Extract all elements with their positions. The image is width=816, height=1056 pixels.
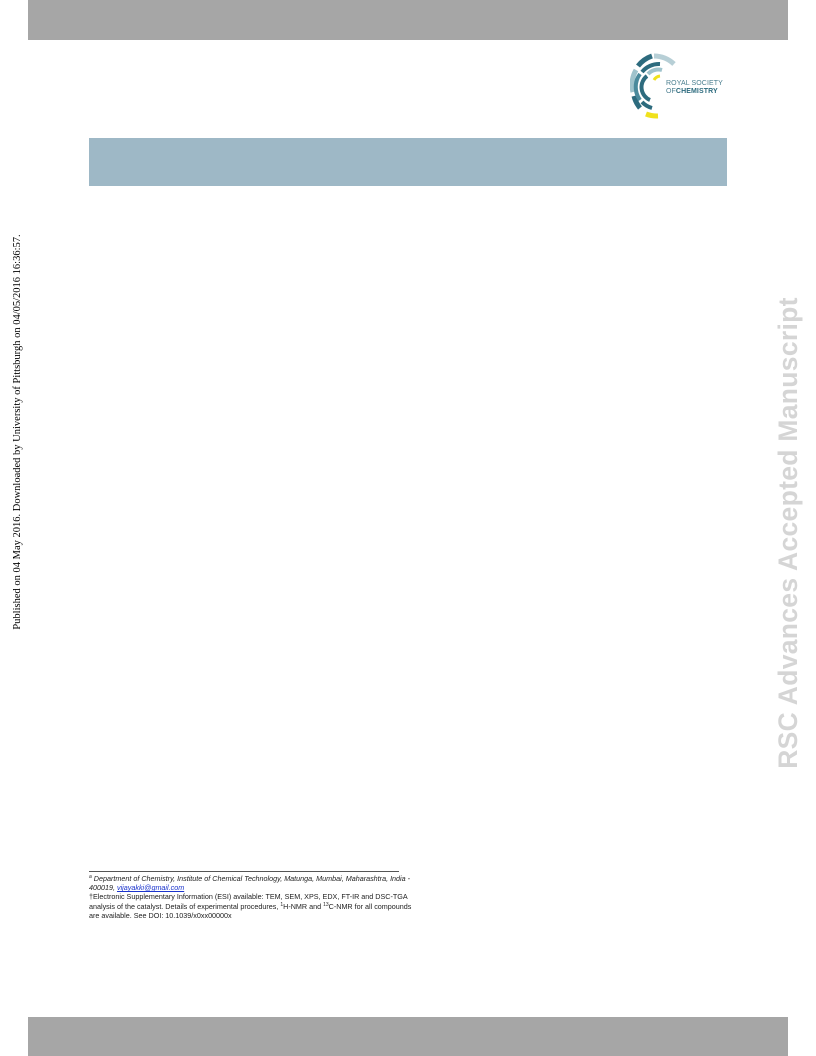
esi-text-1: †Electronic Supplementary Information (ESI) available: TEM, SEM, XPS, EDX, FT-IR and DSC-TGA analysis of the catalyst. Details of experimental procedures, [89, 892, 408, 911]
logo-line-1: ROYAL SOCIETY [666, 80, 723, 87]
c-nmr-superscript: 13 [323, 901, 329, 908]
esi-footnote [89, 892, 419, 920]
publication-stamp: Published on 04 May 2016. Downloaded by University of Pittsburgh on 04/05/2016 16:36:57. [12, 234, 23, 630]
rsc-logo [630, 52, 730, 120]
logo-wordmark [666, 80, 723, 96]
logo-line-2-bold: CHEMISTRY [675, 88, 718, 95]
footnote-divider [89, 871, 399, 872]
affiliation-text: Department of Chemistry, Institute of Chemical Technology, Matunga, Mumbai, Maharashtra, India - 400019, [89, 874, 411, 893]
title-header-band [89, 138, 727, 186]
logo-line-2-prefix: OF [666, 88, 676, 95]
h-nmr-superscript: 1 [280, 901, 284, 908]
bottom-bar [28, 1017, 788, 1056]
esi-text-2: H-NMR and [283, 901, 322, 911]
affiliation-marker: a [89, 874, 92, 880]
affiliation-footnote [89, 874, 419, 892]
email-link[interactable]: vijayakki@gmail.com [116, 883, 185, 893]
accepted-manuscript-watermark: RSC Advances Accepted Manuscript [773, 297, 803, 769]
top-bar [28, 0, 788, 40]
footnotes [89, 874, 419, 920]
esi-text-3: C-NMR for all compounds are available. See DOI: 10.1039/x0xx00000x [89, 901, 412, 920]
